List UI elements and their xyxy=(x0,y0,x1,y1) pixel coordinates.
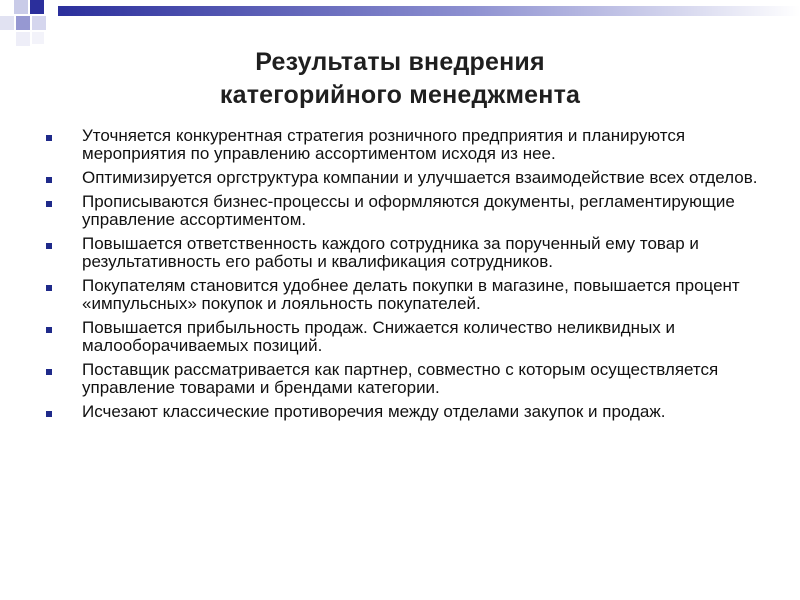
decor-square-1 xyxy=(14,0,28,14)
bullet-text: Прописываются бизнес-процессы и оформляются документы, регламентирующие управление ассортиментом. xyxy=(82,192,735,229)
decor-square-3 xyxy=(0,16,14,30)
decor-square-5 xyxy=(32,16,46,30)
bullet-item xyxy=(42,361,772,397)
slide-title-line-2: категорийного менеджмента xyxy=(219,81,581,109)
square-bullet-icon xyxy=(46,411,52,417)
bullet-text: Покупателям становится удобнее делать покупки в магазине, повышается процент «импульсных» покупок и лояльность покупателей. xyxy=(82,276,740,313)
slide-title-line-1: Результаты внедрения xyxy=(255,48,545,76)
bullet-item xyxy=(42,277,772,313)
bullet-list xyxy=(42,127,772,427)
square-bullet-icon xyxy=(46,177,52,183)
bullet-item xyxy=(42,403,772,421)
square-bullet-icon xyxy=(46,243,52,249)
bullet-item xyxy=(42,193,772,229)
bullet-item xyxy=(42,319,772,355)
square-bullet-icon xyxy=(46,369,52,375)
decor-square-4 xyxy=(16,16,30,30)
bullet-item xyxy=(42,127,772,163)
square-bullet-icon xyxy=(46,327,52,333)
decor-square-7 xyxy=(32,32,44,44)
decor-square-2 xyxy=(30,0,44,14)
decor-square-6 xyxy=(16,32,30,46)
square-bullet-icon xyxy=(46,285,52,291)
bullet-text: Исчезают классические противоречия между отделами закупок и продаж. xyxy=(82,402,666,421)
slide-title xyxy=(0,46,800,112)
bullet-text: Уточняется конкурентная стратегия розничного предприятия и планируются мероприятия по управлению ассортиментом исходя из нее. xyxy=(82,126,686,163)
bullet-item xyxy=(42,235,772,271)
bullet-text: Повышается прибыльность продаж. Снижается количество неликвидных и малооборачиваемых позиций. xyxy=(82,318,676,355)
bullet-text: Оптимизируется оргструктура компании и улучшается взаимодействие всех отделов. xyxy=(82,168,758,187)
bullet-text: Повышается ответственность каждого сотрудника за порученный ему товар и результативность его работы и квалификация сотрудников. xyxy=(82,234,699,271)
bullet-text: Поставщик рассматривается как партнер, совместно с которым осуществляется управление товарами и брендами категории. xyxy=(82,360,719,397)
square-bullet-icon xyxy=(46,201,52,207)
bullet-item xyxy=(42,169,772,187)
square-bullet-icon xyxy=(46,135,52,141)
header-decoration xyxy=(0,0,800,50)
header-gradient-band xyxy=(58,6,800,16)
